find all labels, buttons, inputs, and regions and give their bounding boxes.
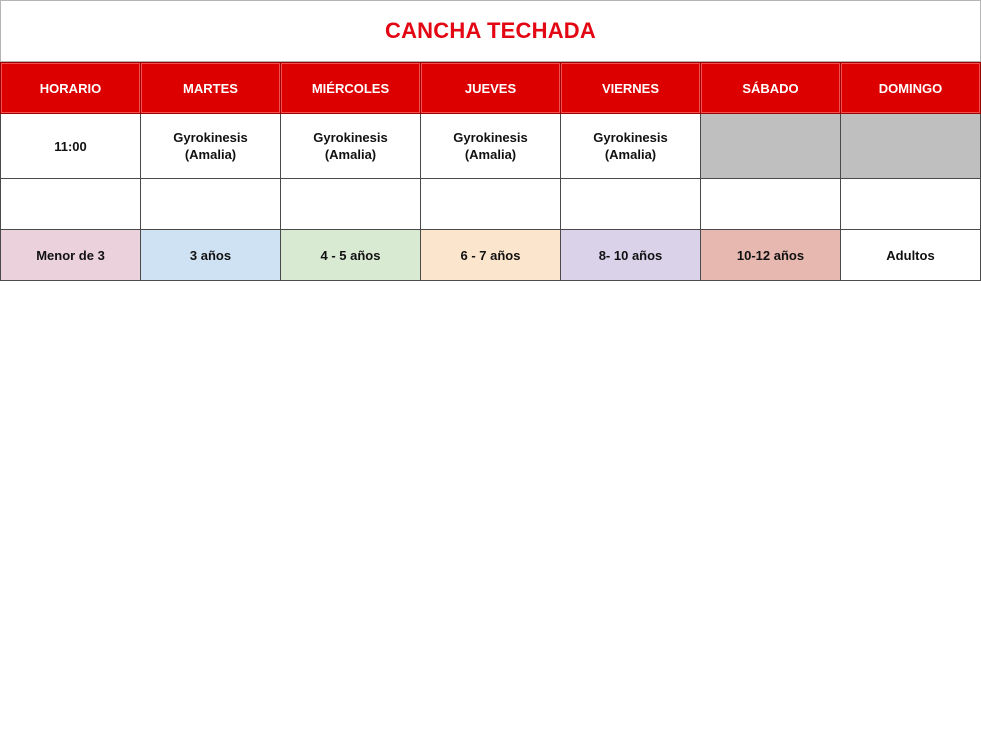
header-viernes: VIERNES [561, 63, 701, 114]
legend-adults: Adultos [841, 230, 981, 281]
empty-cell [1, 179, 141, 230]
empty-cell [701, 179, 841, 230]
title-bar [0, 0, 981, 62]
header-row [1, 63, 981, 114]
empty-cell [281, 179, 421, 230]
table-row-empty [1, 179, 981, 230]
legend-6-7-years: 6 - 7 años [421, 230, 561, 281]
empty-cell [141, 179, 281, 230]
header-martes: MARTES [141, 63, 281, 114]
header-sabado: SÁBADO [701, 63, 841, 114]
header-horario: HORARIO [1, 63, 141, 114]
class-name: Gyrokinesis [173, 130, 248, 145]
legend-8-10-years: 8- 10 años [561, 230, 701, 281]
class-name: Gyrokinesis [313, 130, 388, 145]
schedule-sheet [0, 0, 981, 281]
empty-cell [421, 179, 561, 230]
class-instructor: (Amalia) [604, 147, 657, 162]
class-name: Gyrokinesis [453, 130, 528, 145]
header-jueves: JUEVES [421, 63, 561, 114]
class-name: Gyrokinesis [593, 130, 668, 145]
schedule-table [0, 62, 981, 281]
legend-10-12-years: 10-12 años [701, 230, 841, 281]
header-domingo: DOMINGO [841, 63, 981, 114]
age-legend-row [1, 230, 981, 281]
time-cell: 11:00 [1, 114, 141, 179]
empty-cell [841, 179, 981, 230]
page-title: CANCHA TECHADA [385, 18, 596, 43]
header-miercoles: MIÉRCOLES [281, 63, 421, 114]
closed-cell-domingo [841, 114, 981, 179]
empty-cell [561, 179, 701, 230]
legend-under-3: Menor de 3 [1, 230, 141, 281]
table-row [1, 114, 981, 179]
class-instructor: (Amalia) [184, 147, 237, 162]
class-cell-viernes [561, 114, 701, 179]
legend-4-5-years: 4 - 5 años [281, 230, 421, 281]
class-instructor: (Amalia) [324, 147, 377, 162]
class-cell-jueves [421, 114, 561, 179]
legend-3-years: 3 años [141, 230, 281, 281]
class-cell-martes [141, 114, 281, 179]
closed-cell-sabado [701, 114, 841, 179]
class-instructor: (Amalia) [464, 147, 517, 162]
class-cell-miercoles [281, 114, 421, 179]
